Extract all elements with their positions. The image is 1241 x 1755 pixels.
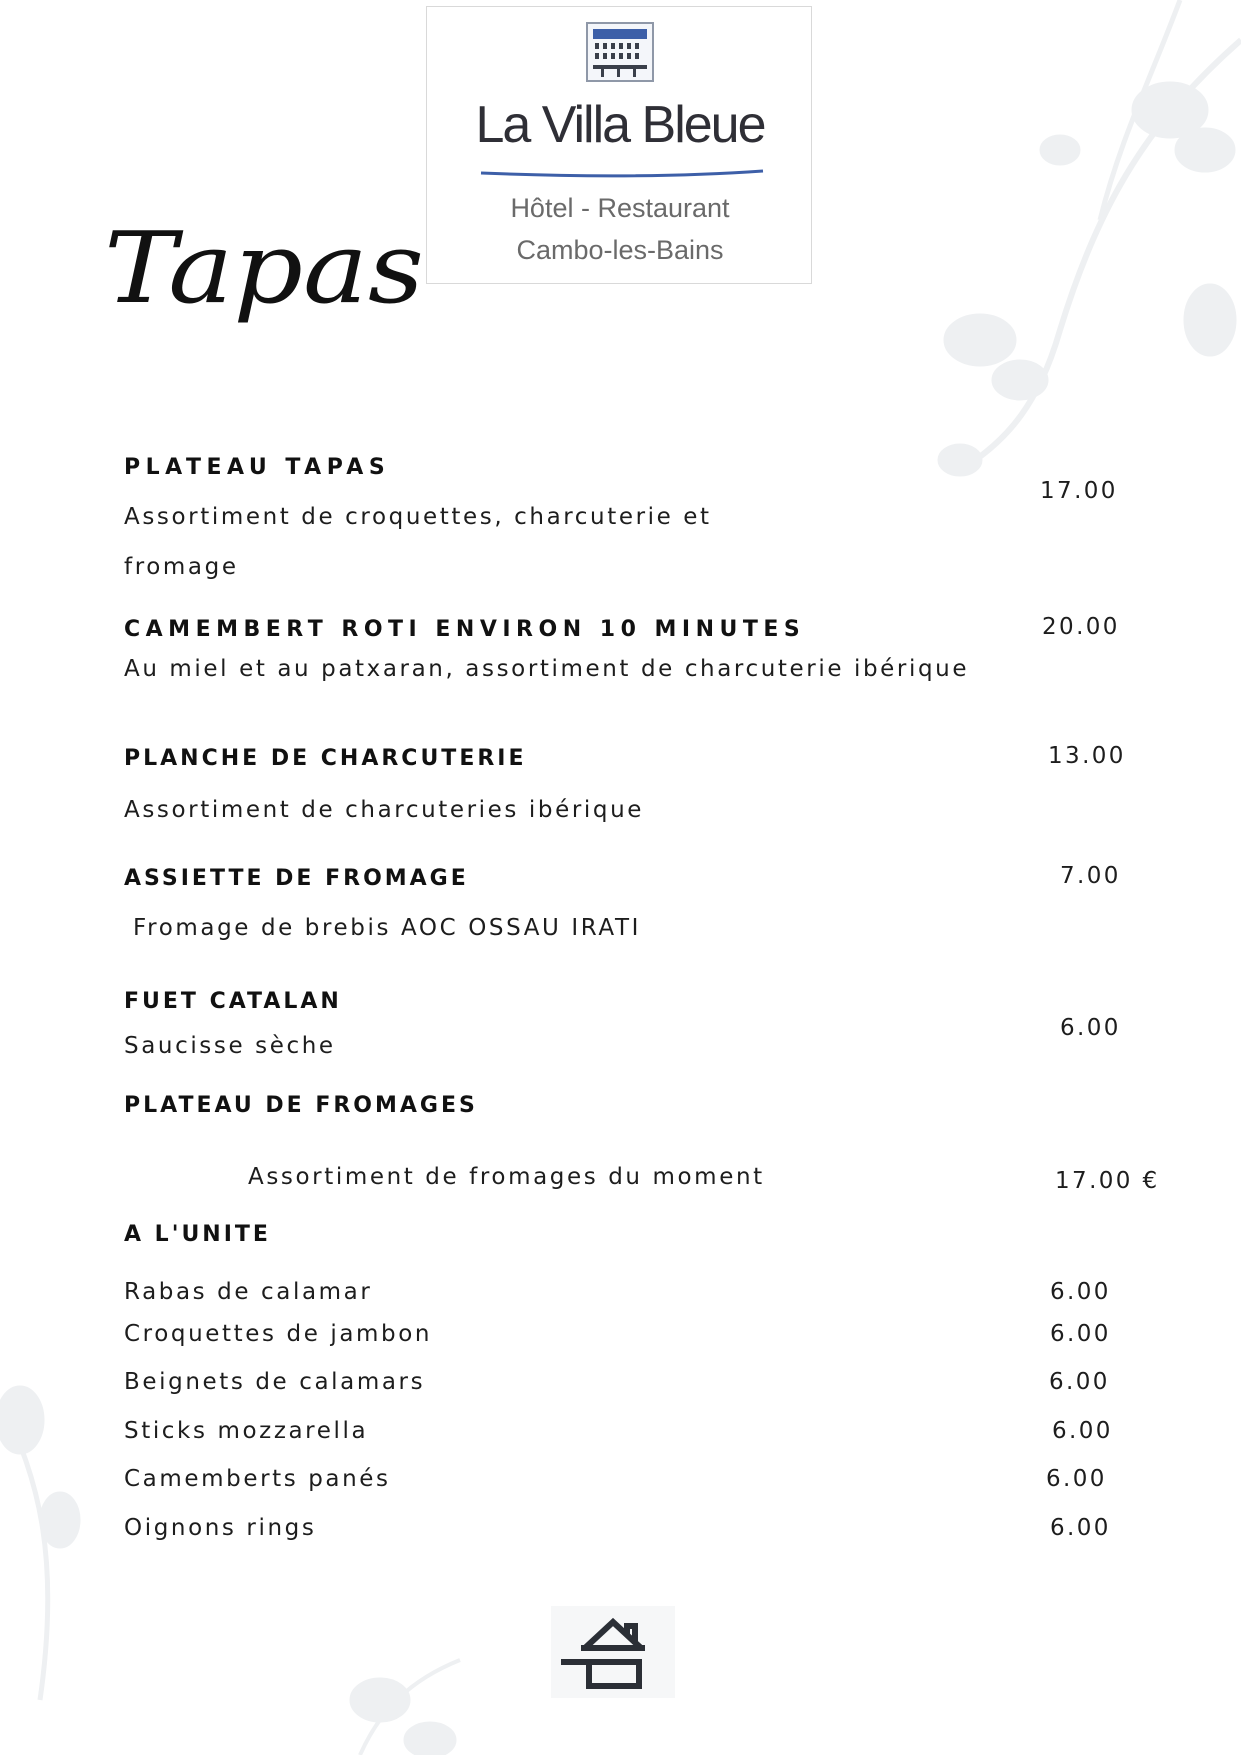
unit-item-name: Camemberts panés bbox=[124, 1466, 391, 1492]
menu-item-name: PLATEAU DE FROMAGES bbox=[124, 1093, 478, 1118]
menu-item-description: Au miel et au patxaran, assortiment de charcuterie ibérique bbox=[124, 656, 970, 682]
unit-item-price: 6.00 bbox=[1049, 1369, 1110, 1395]
menu-item-description: Saucisse sèche bbox=[124, 1033, 336, 1059]
unit-item-name: Oignons rings bbox=[124, 1515, 317, 1541]
logo-hotel-name: La Villa Bleue bbox=[475, 96, 765, 154]
menu-item-price: 6.00 bbox=[1060, 1015, 1121, 1041]
unit-item-name: Croquettes de jambon bbox=[124, 1321, 433, 1347]
unit-item-price: 6.00 bbox=[1050, 1321, 1111, 1347]
logo-location: Cambo-les-Bains bbox=[516, 235, 724, 265]
menu-item-name: FUET CATALAN bbox=[124, 989, 342, 1014]
logo-subtitle: Hôtel - Restaurant bbox=[510, 193, 730, 223]
menu-item-price: 20.00 bbox=[1042, 614, 1120, 640]
menu-item-price: 17.00 € bbox=[1055, 1168, 1160, 1194]
unit-item-name: Beignets de calamars bbox=[124, 1369, 426, 1395]
unit-item-price: 6.00 bbox=[1050, 1279, 1111, 1305]
menu-item-name: ASSIETTE DE FROMAGE bbox=[124, 866, 469, 891]
unit-item-name: Rabas de calamar bbox=[124, 1279, 373, 1305]
menu-item-name: PLANCHE DE CHARCUTERIE bbox=[124, 746, 527, 771]
menu-item-description: Assortiment de fromages du moment bbox=[248, 1164, 765, 1190]
menu-item-name: PLATEAU TAPAS bbox=[124, 455, 391, 480]
menu-item-name: CAMEMBERT ROTI ENVIRON 10 MINUTES bbox=[124, 617, 806, 642]
menu-item-description: Assortiment de charcuteries ibérique bbox=[124, 797, 645, 823]
section-heading-unit: A L'UNITE bbox=[124, 1222, 271, 1247]
menu-item-description: Fromage de brebis AOC OSSAU IRATI bbox=[133, 915, 642, 941]
unit-item-name: Sticks mozzarella bbox=[124, 1418, 369, 1444]
page-title-text: Tapas bbox=[104, 222, 424, 326]
unit-item-price: 6.00 bbox=[1050, 1515, 1111, 1541]
menu-item-description: fromage bbox=[124, 554, 239, 580]
menu-item-price: 7.00 bbox=[1060, 863, 1121, 889]
menu-item-price: 17.00 bbox=[1040, 478, 1118, 504]
unit-item-price: 6.00 bbox=[1052, 1418, 1113, 1444]
fait-maison-house-icon bbox=[551, 1606, 675, 1698]
menu-item-description: Assortiment de croquettes, charcuterie et bbox=[124, 504, 712, 530]
unit-item-price: 6.00 bbox=[1046, 1466, 1107, 1492]
menu-item-price: 13.00 bbox=[1048, 743, 1126, 769]
